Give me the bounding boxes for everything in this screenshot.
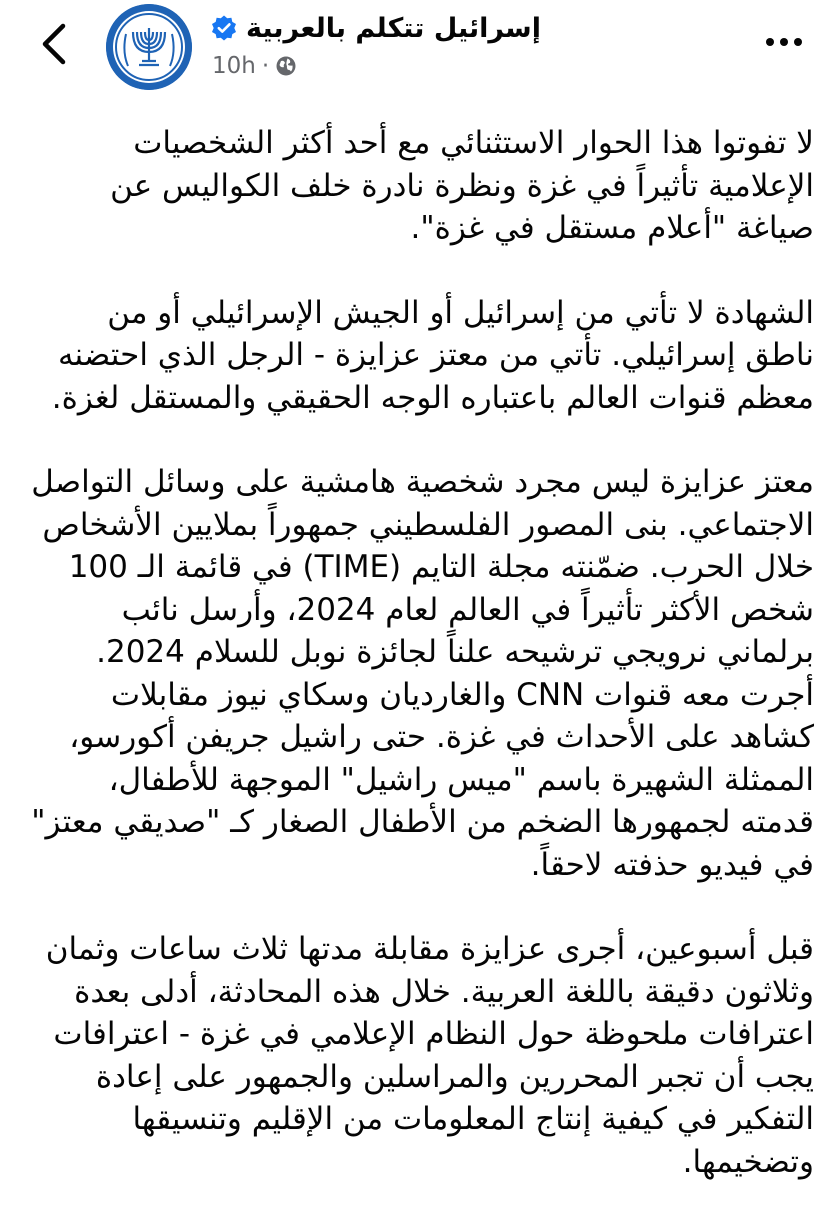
meta-separator: · xyxy=(261,53,270,79)
post-paragraph-3: معتز عزايزة ليس مجرد شخصية هامشية على وسائل التواصل الاجتماعي. بنى المصور الفلسطيني جمهوراً بملايين الأشخاص خلال الحرب. ضمّنته مجلة التايم (TIME) في قائمة الـ 100 شخص الأكثر تأثيراً في العالم لعام 2024، وأرسل نائب برلماني نرويجي ترشيحه علناً لجائزة نوبل للسلام 2024. أجرت معه قنوات CNN والغارديان وسكاي نيوز مقابلات كشاهد على الأحداث في غزة. حتى راشيل جريفن أكورسو، الممثلة الشهيرة باسم "ميس راشيل" الموجهة للأطفال، قدمته لجمهورها الضخم من الأطفال الصغار كـ "صديقي معتز" في فيديو حذفته لاحقاً. xyxy=(31,464,814,883)
post-paragraph-4: قبل أسبوعين، أجرى عزايزة مقابلة مدتها ثلاث ساعات وثمان وثلاثون دقيقة باللغة العربية. خلال هذه المحادثة، أدلى بعدة اعترافات ملحوظة حول النظام الإعلامي في غزة - اعترافات يجب أن تجبر المحررين والمراسلين والجمهور على إعادة التفكير في كيفية إنتاج المعلومات من الإقليم وتنسيقها وتضخيمها. xyxy=(45,931,814,1180)
page-name[interactable]: إسرائيل تتكلم بالعربية xyxy=(246,12,541,44)
menorah-emblem-icon xyxy=(106,4,192,90)
globe-icon xyxy=(275,55,297,77)
post-meta xyxy=(212,50,297,82)
more-dot xyxy=(780,38,788,46)
more-dot xyxy=(794,38,802,46)
avatar[interactable] xyxy=(106,4,192,90)
post-time[interactable]: 10h xyxy=(212,53,256,79)
chevron-left-icon xyxy=(39,22,69,66)
more-options-button[interactable] xyxy=(756,22,812,62)
post-paragraph-2: الشهادة لا تأتي من إسرائيل أو الجيش الإسرائيلي أو من ناطق إسرائيلي. تأتي من معتز عزايزة - الرجل الذي احتضنه معظم قنوات العالم باعتباره الوجه الحقيقي والمستقل لغزة. xyxy=(51,294,814,416)
post-text xyxy=(30,122,814,1225)
more-dot xyxy=(766,38,774,46)
post-header xyxy=(0,0,840,100)
post-paragraph-1: لا تفوتوا هذا الحوار الاستثنائي مع أحد أكثر الشخصيات الإعلامية تأثيراً في غزة ونظرة نادرة خلف الكواليس عن صياغة "أعلام مستقل في غزة". xyxy=(110,125,814,246)
back-button[interactable] xyxy=(28,14,80,74)
page-name-row xyxy=(210,8,541,48)
verified-badge-icon xyxy=(210,14,238,42)
